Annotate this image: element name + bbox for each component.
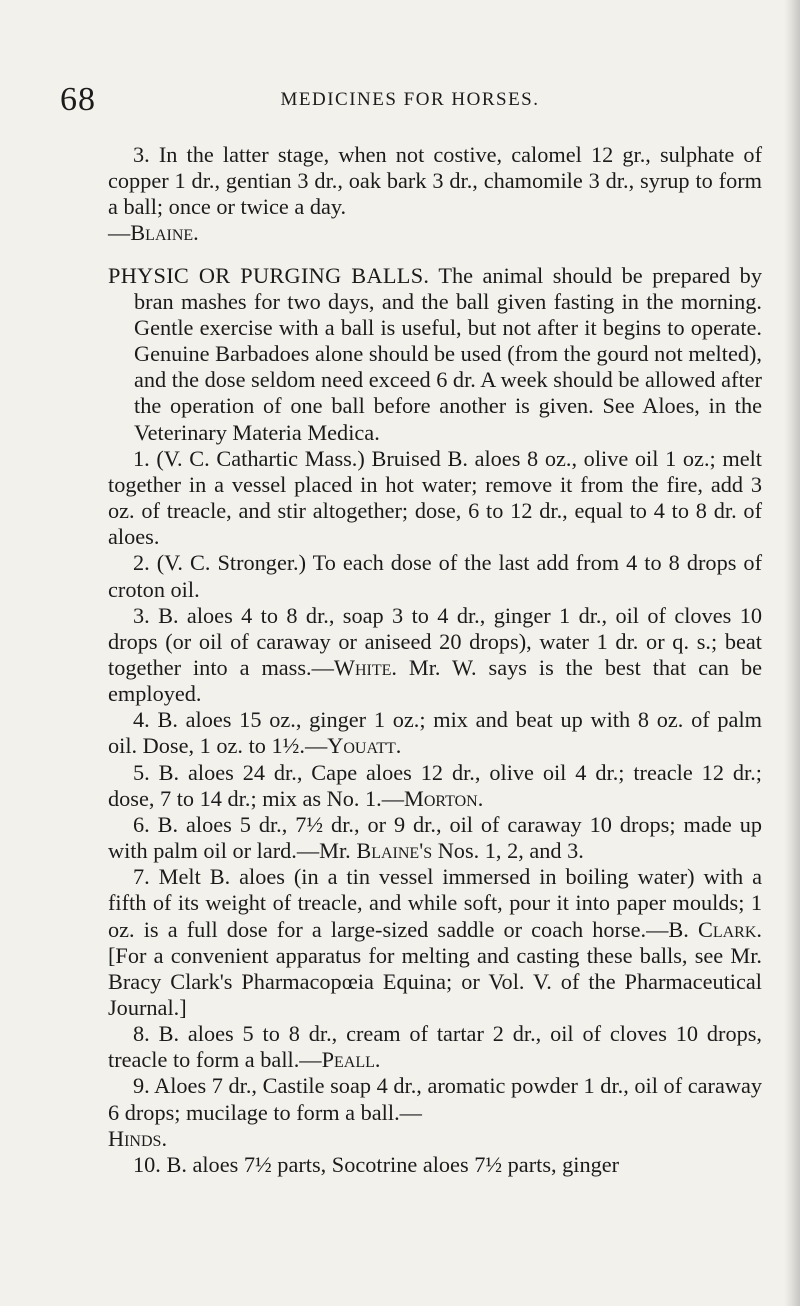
- recipe-item-9: [108, 1073, 762, 1151]
- recipe-author: Youatt.: [327, 733, 402, 759]
- recipe-item-4: [108, 707, 762, 759]
- recipe-item-2: [108, 550, 762, 602]
- recipe-author: Clark.: [697, 916, 762, 942]
- recipe-text: 10. B. aloes 7½ parts, Socotrine aloes 7½ parts, ginger: [133, 1151, 620, 1177]
- section-physic-balls: [108, 262, 762, 446]
- page-number: 68: [60, 81, 96, 118]
- recipe-text: 6. B. aloes 5 dr., 7½ dr., or 9 dr., oil of caraway 10 drops; made up with palm oil or lard.—Mr.: [108, 811, 762, 864]
- recipe-item-7: [108, 864, 762, 1021]
- recipe-text: 7. Melt B. aloes (in a tin vessel immersed in boiling water) with a fifth of its weight of treacle, and while soft, pour it into paper moulds; 1 oz. is a full dose for a large-sized saddle or coach horse.—B.: [108, 864, 762, 942]
- recipe-item-1: [108, 446, 762, 551]
- page-body: [108, 142, 762, 1178]
- recipe-item-10: [108, 1152, 762, 1178]
- recipe-item-8: [108, 1021, 762, 1073]
- recipe-text: 8. B. aloes 5 to 8 dr., cream of tartar 2 dr., oil of cloves 10 drops, treacle to form a ball.—: [108, 1021, 762, 1073]
- recipe-note: [For a convenient apparatus for melting and casting these balls, see Mr. Bracy Clark's Pharmacopœia Equina; or Vol. V. of the Pharmaceutical Journal.]: [108, 942, 762, 1020]
- recipe-item-3b: [108, 603, 762, 708]
- recipe-text: 9. Aloes 7 dr., Castile soap 4 dr., aromatic powder 1 dr., oil of caraway 6 drops; mucilage to form a ball.—: [108, 1073, 762, 1125]
- recipe-author: White.: [333, 654, 397, 680]
- recipe-author: Blaine's: [356, 838, 433, 864]
- page-edge-shadow: [784, 0, 800, 1306]
- recipe-author: Peall.: [321, 1047, 381, 1073]
- section-heading: PHYSIC OR PURGING BALLS.: [108, 262, 430, 288]
- recipe-text: 2. (V. C. Stronger.) To each dose of the last add from 4 to 8 drops of croton oil.: [108, 550, 762, 602]
- recipe-item-6: [108, 812, 762, 864]
- recipe-author: —Blaine.: [108, 220, 199, 246]
- recipe-item-5: [108, 760, 762, 812]
- section-intro: The animal should be prepared by bran mashes for two days, and the ball given fasting in the morning. Gentle exercise with a ball is useful, but not after it begins to operate. Genuine Barbadoes alone should be used (from the gourd not melted), and the dose seldom need exceed 6 dr. A week should be allowed after the operation of one ball before another is given. See Aloes, in the Veterinary Materia Medica.: [134, 262, 762, 445]
- page-header: [60, 80, 760, 120]
- recipe-note: Mr. W. says is the best that can be employed.: [108, 654, 762, 707]
- recipe-note: Nos. 1, 2, and 3.: [432, 838, 584, 864]
- recipe-text: 1. (V. C. Cathartic Mass.) Bruised B. aloes 8 oz., olive oil 1 oz.; melt together in a vessel placed in hot water; remove it from the fire, add 3 oz. of treacle, and stir altogether; dose, 6 to 12 dr., equal to 4 to 8 dr. of aloes.: [108, 445, 762, 550]
- recipe-text: 3. B. aloes 4 to 8 dr., soap 3 to 4 dr., ginger 1 dr., oil of cloves 10 drops (or oil of caraway or aniseed 20 drops), water 1 dr. or q. s.; beat together into a mass.—: [108, 602, 762, 680]
- recipe-text: 4. B. aloes 15 oz., ginger 1 oz.; mix and beat up with 8 oz. of palm oil. Dose, 1 oz. to 1½.—: [108, 707, 762, 759]
- recipe-author: Hinds.: [108, 1125, 168, 1151]
- recipe-text: 3. In the latter stage, when not costive, calomel 12 gr., sulphate of copper 1 dr., gentian 3 dr., oak bark 3 dr., chamomile 3 dr., syrup to form a ball; once or twice a day.: [108, 142, 762, 220]
- recipe-author: Morton.: [404, 785, 484, 811]
- recipe-item-3: [108, 142, 762, 247]
- recipe-text: 5. B. aloes 24 dr., Cape aloes 12 dr., olive oil 4 dr.; treacle 12 dr.; dose, 7 to 14 dr.; mix as No. 1.—: [108, 759, 762, 811]
- running-title: MEDICINES FOR HORSES.: [280, 89, 540, 110]
